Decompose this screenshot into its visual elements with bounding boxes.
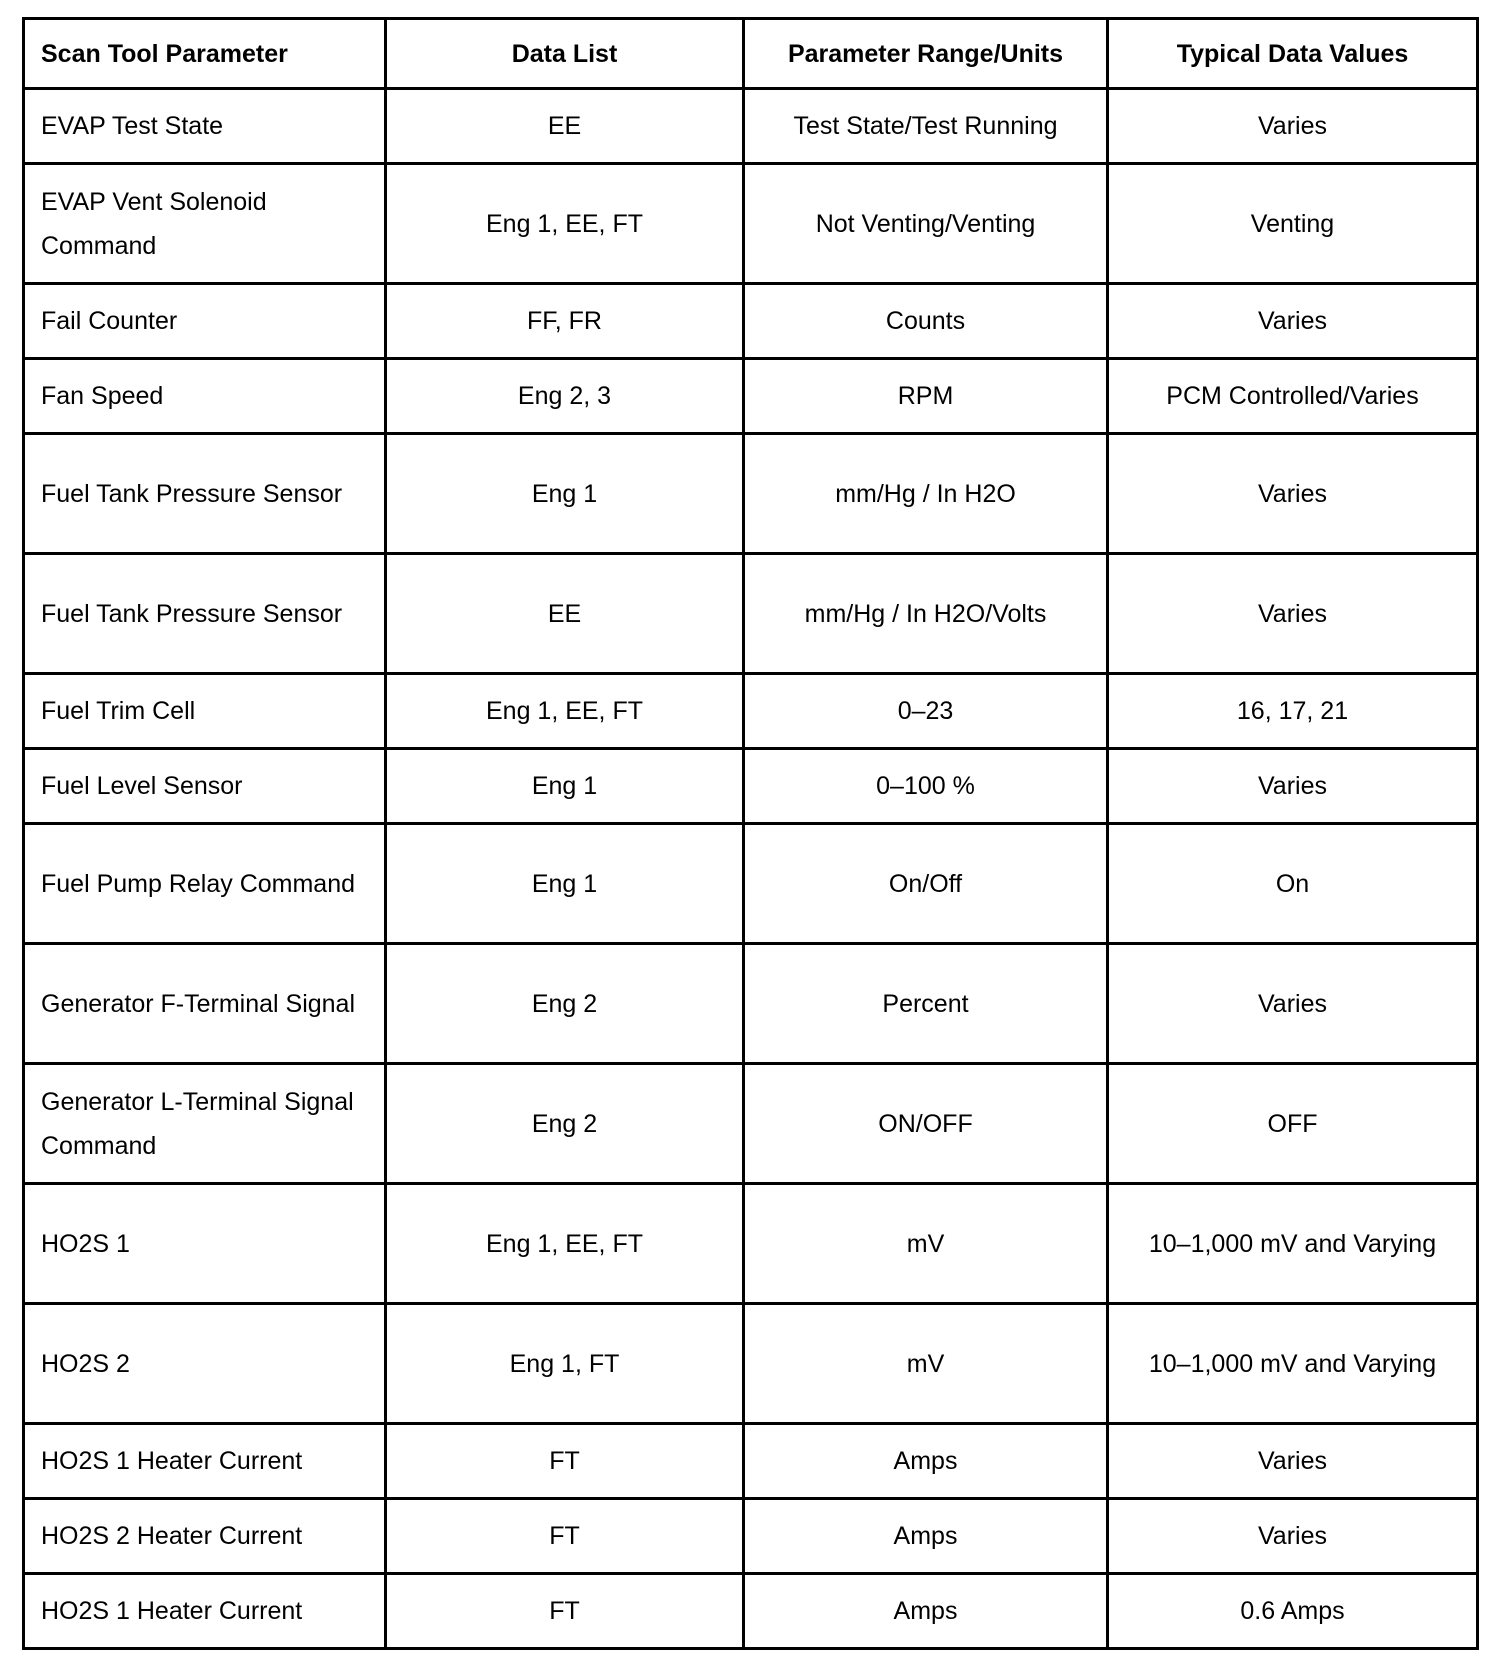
cell-range-units: Counts bbox=[744, 284, 1108, 359]
cell-parameter: EVAP Vent Solenoid Command bbox=[24, 164, 386, 284]
cell-data-list: EE bbox=[386, 554, 744, 674]
cell-typical-value: Varies bbox=[1108, 89, 1478, 164]
cell-parameter: Fail Counter bbox=[24, 284, 386, 359]
cell-parameter: Fuel Pump Relay Command bbox=[24, 824, 386, 944]
cell-parameter: HO2S 1 bbox=[24, 1184, 386, 1304]
header-scan-tool-parameter: Scan Tool Parameter bbox=[24, 19, 386, 89]
cell-parameter: HO2S 2 bbox=[24, 1304, 386, 1424]
cell-parameter: Fuel Tank Pressure Sensor bbox=[24, 554, 386, 674]
cell-range-units: 0–23 bbox=[744, 674, 1108, 749]
table-row bbox=[24, 1184, 1478, 1304]
cell-range-units: RPM bbox=[744, 359, 1108, 434]
table-body bbox=[24, 89, 1478, 1649]
cell-data-list: FT bbox=[386, 1574, 744, 1649]
header-row bbox=[24, 19, 1478, 89]
cell-typical-value: Varies bbox=[1108, 749, 1478, 824]
cell-typical-value: Varies bbox=[1108, 284, 1478, 359]
table-row bbox=[24, 674, 1478, 749]
cell-range-units: mm/Hg / In H2O/Volts bbox=[744, 554, 1108, 674]
cell-typical-value: 10–1,000 mV and Varying bbox=[1108, 1304, 1478, 1424]
cell-typical-value: Varies bbox=[1108, 1499, 1478, 1574]
cell-data-list: Eng 1, EE, FT bbox=[386, 164, 744, 284]
cell-range-units: Test State/Test Running bbox=[744, 89, 1108, 164]
table-row bbox=[24, 359, 1478, 434]
cell-parameter: HO2S 1 Heater Current bbox=[24, 1574, 386, 1649]
cell-range-units: On/Off bbox=[744, 824, 1108, 944]
cell-data-list: Eng 1, FT bbox=[386, 1304, 744, 1424]
cell-parameter: Fan Speed bbox=[24, 359, 386, 434]
cell-typical-value: Varies bbox=[1108, 944, 1478, 1064]
cell-range-units: Amps bbox=[744, 1424, 1108, 1499]
table-row bbox=[24, 284, 1478, 359]
cell-typical-value: 10–1,000 mV and Varying bbox=[1108, 1184, 1478, 1304]
cell-range-units: 0–100 % bbox=[744, 749, 1108, 824]
table-row bbox=[24, 749, 1478, 824]
table-row bbox=[24, 89, 1478, 164]
cell-data-list: Eng 2 bbox=[386, 1064, 744, 1184]
cell-parameter: HO2S 1 Heater Current bbox=[24, 1424, 386, 1499]
cell-range-units: Not Venting/Venting bbox=[744, 164, 1108, 284]
cell-range-units: Amps bbox=[744, 1499, 1108, 1574]
table-row bbox=[24, 944, 1478, 1064]
cell-range-units: Amps bbox=[744, 1574, 1108, 1649]
cell-typical-value: PCM Controlled/Varies bbox=[1108, 359, 1478, 434]
cell-typical-value: Venting bbox=[1108, 164, 1478, 284]
table-row bbox=[24, 1574, 1478, 1649]
cell-data-list: Eng 2, 3 bbox=[386, 359, 744, 434]
header-typical-data-values: Typical Data Values bbox=[1108, 19, 1478, 89]
cell-typical-value: Varies bbox=[1108, 1424, 1478, 1499]
table-row bbox=[24, 1304, 1478, 1424]
cell-parameter: Fuel Trim Cell bbox=[24, 674, 386, 749]
cell-range-units: mm/Hg / In H2O bbox=[744, 434, 1108, 554]
cell-range-units: Percent bbox=[744, 944, 1108, 1064]
cell-typical-value: OFF bbox=[1108, 1064, 1478, 1184]
cell-data-list: Eng 2 bbox=[386, 944, 744, 1064]
cell-parameter: Fuel Level Sensor bbox=[24, 749, 386, 824]
table-header bbox=[24, 19, 1478, 89]
cell-typical-value: Varies bbox=[1108, 434, 1478, 554]
cell-data-list: Eng 1 bbox=[386, 824, 744, 944]
header-parameter-range-units: Parameter Range/Units bbox=[744, 19, 1108, 89]
cell-parameter: Generator L-Terminal Signal Command bbox=[24, 1064, 386, 1184]
table-row bbox=[24, 1064, 1478, 1184]
cell-typical-value: 0.6 Amps bbox=[1108, 1574, 1478, 1649]
cell-data-list: FT bbox=[386, 1424, 744, 1499]
cell-range-units: mV bbox=[744, 1304, 1108, 1424]
cell-data-list: FF, FR bbox=[386, 284, 744, 359]
cell-range-units: ON/OFF bbox=[744, 1064, 1108, 1184]
cell-typical-value: On bbox=[1108, 824, 1478, 944]
table-row bbox=[24, 434, 1478, 554]
table-row bbox=[24, 1424, 1478, 1499]
table-row bbox=[24, 824, 1478, 944]
cell-typical-value: 16, 17, 21 bbox=[1108, 674, 1478, 749]
table-row bbox=[24, 554, 1478, 674]
scan-tool-parameter-table bbox=[22, 17, 1479, 1650]
header-data-list: Data List bbox=[386, 19, 744, 89]
cell-parameter: EVAP Test State bbox=[24, 89, 386, 164]
cell-data-list: Eng 1, EE, FT bbox=[386, 1184, 744, 1304]
cell-data-list: Eng 1 bbox=[386, 749, 744, 824]
cell-parameter: Generator F-Terminal Signal bbox=[24, 944, 386, 1064]
table-row bbox=[24, 164, 1478, 284]
cell-parameter: HO2S 2 Heater Current bbox=[24, 1499, 386, 1574]
cell-typical-value: Varies bbox=[1108, 554, 1478, 674]
cell-data-list: EE bbox=[386, 89, 744, 164]
cell-data-list: Eng 1, EE, FT bbox=[386, 674, 744, 749]
cell-parameter: Fuel Tank Pressure Sensor bbox=[24, 434, 386, 554]
cell-data-list: FT bbox=[386, 1499, 744, 1574]
table-row bbox=[24, 1499, 1478, 1574]
cell-data-list: Eng 1 bbox=[386, 434, 744, 554]
cell-range-units: mV bbox=[744, 1184, 1108, 1304]
